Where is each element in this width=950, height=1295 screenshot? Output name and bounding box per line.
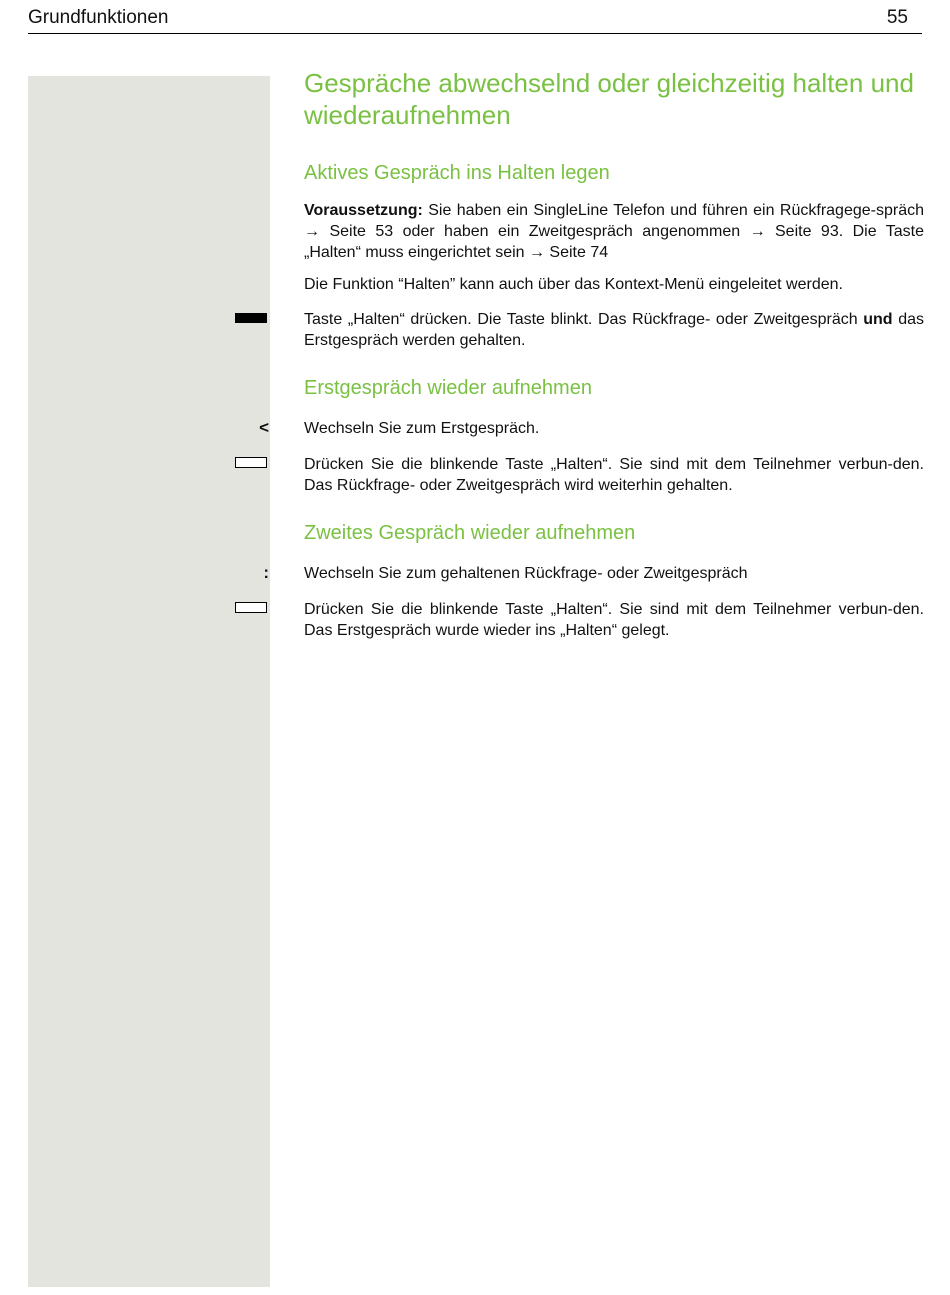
heading-resume-first-call: Erstgespräch wieder aufnehmen bbox=[304, 377, 592, 399]
prerequisite-label: Voraussetzung: bbox=[304, 202, 423, 219]
switch-first-call-text: Wechseln Sie zum Erstgespräch. bbox=[304, 420, 540, 437]
hold-step-bold: und bbox=[863, 311, 893, 328]
page-header bbox=[28, 6, 922, 34]
prerequisite-text-2: Seite 53 oder haben ein Zweitgespräch angenommen bbox=[320, 223, 750, 240]
page-number: 55 bbox=[886, 7, 908, 28]
prerequisite-text-4: Seite 74 bbox=[544, 244, 609, 261]
press-hold-text-2: Drücken Sie die blinkende Taste „Halten“. Sie sind mit dem Teilnehmer verbun-den. Das Erstgespräch wurde wieder ins „Halten“ gelegt. bbox=[304, 601, 924, 639]
prerequisite-text-3: Seite 93. Die Taste „Halten“ muss eingerichtet sein bbox=[304, 223, 924, 261]
hold-step-text bbox=[304, 309, 924, 351]
prerequisite-paragraph bbox=[304, 200, 924, 263]
arrow-icon: → bbox=[749, 223, 766, 240]
page-title: Gespräche abwechselnd oder gleichzeitig halten und wiederaufnehmen bbox=[304, 68, 914, 130]
hold-key-icon bbox=[235, 457, 267, 468]
context-menu-note: Die Funktion “Halten” kann auch über das Kontext-Menü eingeleitet werden. bbox=[304, 276, 843, 293]
arrow-icon: → bbox=[304, 223, 320, 240]
nav-left-icon: < bbox=[259, 418, 269, 437]
hold-key-icon bbox=[235, 602, 267, 613]
hold-step-text-1: Taste „Halten“ drücken. Die Taste blinkt. Das Rückfrage- oder Zweitgespräch bbox=[304, 311, 864, 328]
hold-key-lit-icon bbox=[235, 313, 267, 323]
section-title: Grundfunktionen bbox=[28, 7, 169, 28]
press-hold-text-1: Drücken Sie die blinkende Taste „Halten“. Sie sind mit dem Teilnehmer verbun-den. Das Rückfrage- oder Zweitgespräch wird weiterhin gehalten. bbox=[304, 456, 924, 494]
prerequisite-text-1: Sie haben ein SingleLine Telefon und führen ein Rückfragege-spräch bbox=[422, 202, 924, 219]
heading-resume-second-call: Zweites Gespräch wieder aufnehmen bbox=[304, 522, 636, 544]
heading-hold-active-call: Aktives Gespräch ins Halten legen bbox=[304, 162, 610, 184]
arrow-icon: → bbox=[528, 244, 545, 261]
nav-down-icon: : bbox=[263, 563, 269, 582]
left-margin-column bbox=[28, 76, 270, 1287]
hold-step-text-2: das Erstgespräch werden gehalten. bbox=[304, 311, 924, 349]
switch-second-call-text: Wechseln Sie zum gehaltenen Rückfrage- oder Zweitgespräch bbox=[304, 565, 748, 582]
